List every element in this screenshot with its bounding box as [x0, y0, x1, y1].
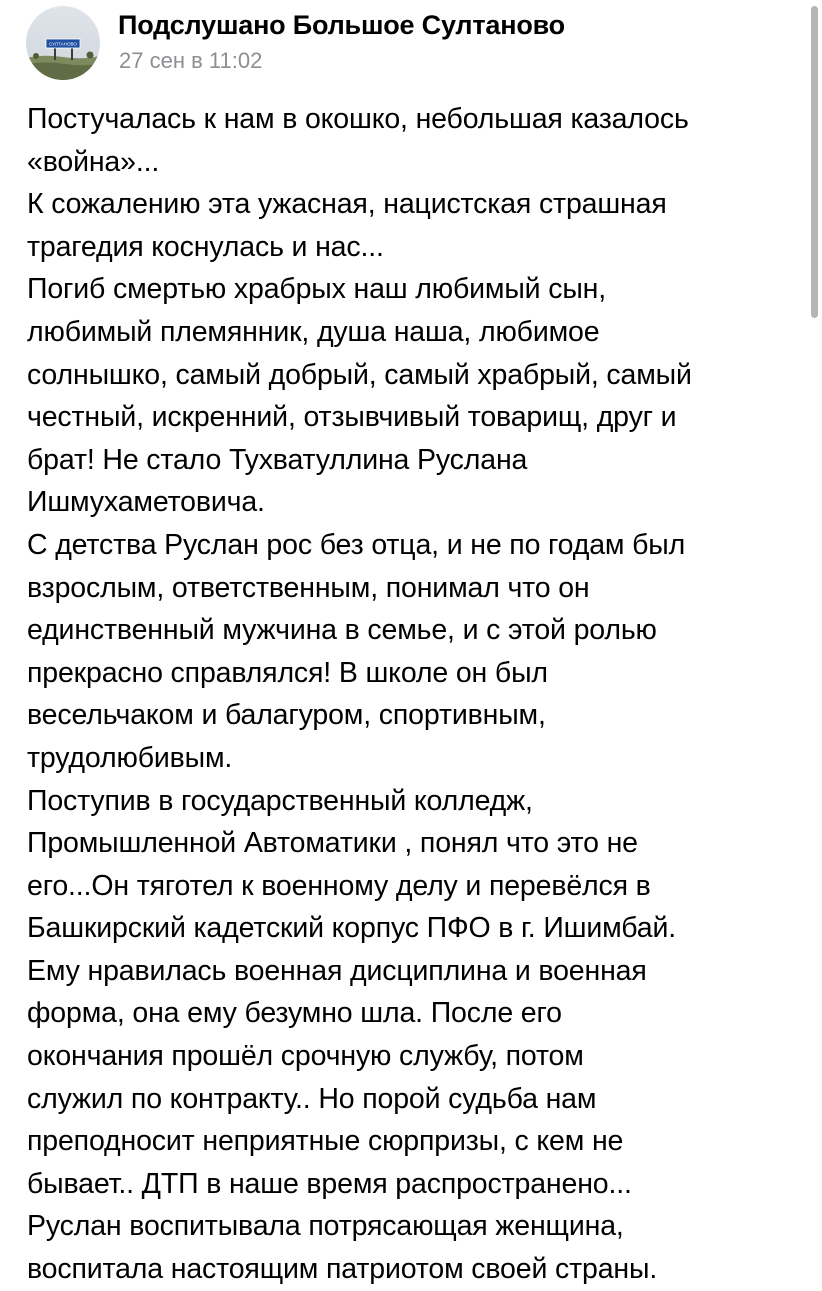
post-text-line: Башкирский кадетский корпус ПФО в г. Ишимбай. [27, 912, 677, 945]
post-text-line: бывает.. ДТП в наше время распространено... [27, 1167, 632, 1200]
vertical-scrollbar[interactable] [811, 6, 818, 318]
post-text-line: преподносит неприятные сюрпризы, с кем не [27, 1125, 624, 1158]
post-text-line: прекрасно справлялся! В школе он был [27, 656, 548, 689]
post-text-line: Ишмухаметовича. [27, 486, 265, 519]
post-date[interactable]: 27 сен в 11:02 [119, 48, 263, 73]
post-text-line: брат! Не стало Тухватуллина Руслана [27, 443, 528, 476]
post-text-line: К сожалению эта ужасная, нацистская страшная [27, 188, 667, 221]
post-text-line: воспитала настоящим патриотом своей страны. [27, 1253, 658, 1286]
post-text-line: Промышленной Автоматики , понял что это не [27, 827, 638, 860]
community-avatar[interactable] [26, 6, 100, 80]
post-text-line: «война»... [27, 145, 160, 178]
post-text-line: единственный мужчина в семье, и с этой ролью [27, 614, 657, 647]
post-text [27, 98, 807, 1291]
post-text-line: Ему нравилась военная дисциплина и военная [27, 954, 647, 987]
post-text-line: солнышко, самый добрый, самый храбрый, самый [27, 358, 692, 391]
post-text-line: Погиб смертью храбрых наш любимый сын, [27, 273, 607, 306]
avatar-sign-text: СУЛТАНОВО [48, 41, 78, 47]
post-text-line: Поступив в государственный колледж, [27, 784, 533, 817]
post-text-line: Руслан воспитывала потрясающая женщина, [27, 1210, 624, 1243]
post-text-line: окончания прошёл срочную службу, потом [27, 1040, 584, 1073]
post-text-line: С детства Руслан рос без отца, и не по годам был [27, 528, 686, 561]
post-text-line: честный, искренний, отзывчивый товарищ, друг и [27, 401, 677, 434]
post-text-line: трагедия коснулась и нас... [27, 230, 384, 263]
post-header [0, 0, 822, 90]
village-sign-avatar-icon [26, 6, 100, 80]
post-text-line: весельчаком и балагуром, спортивным, [27, 699, 546, 732]
post-text-line: его...Он тяготел к военному делу и перевёлся в [27, 869, 651, 902]
post-text-line: Постучалась к нам в окошко, небольшая казалось [27, 103, 689, 135]
post-text-line: служил по контракту.. Но порой судьба нам [27, 1082, 597, 1115]
post-text-line: форма, она ему безумно шла. После его [27, 997, 562, 1030]
community-name[interactable]: Подслушано Большое Султаново [118, 10, 565, 40]
post-text-line: взрослым, ответственным, понимал что он [27, 571, 590, 604]
post-text-line: любимый племянник, душа наша, любимое [27, 315, 600, 348]
post-text-line: трудолюбивым. [27, 741, 233, 774]
